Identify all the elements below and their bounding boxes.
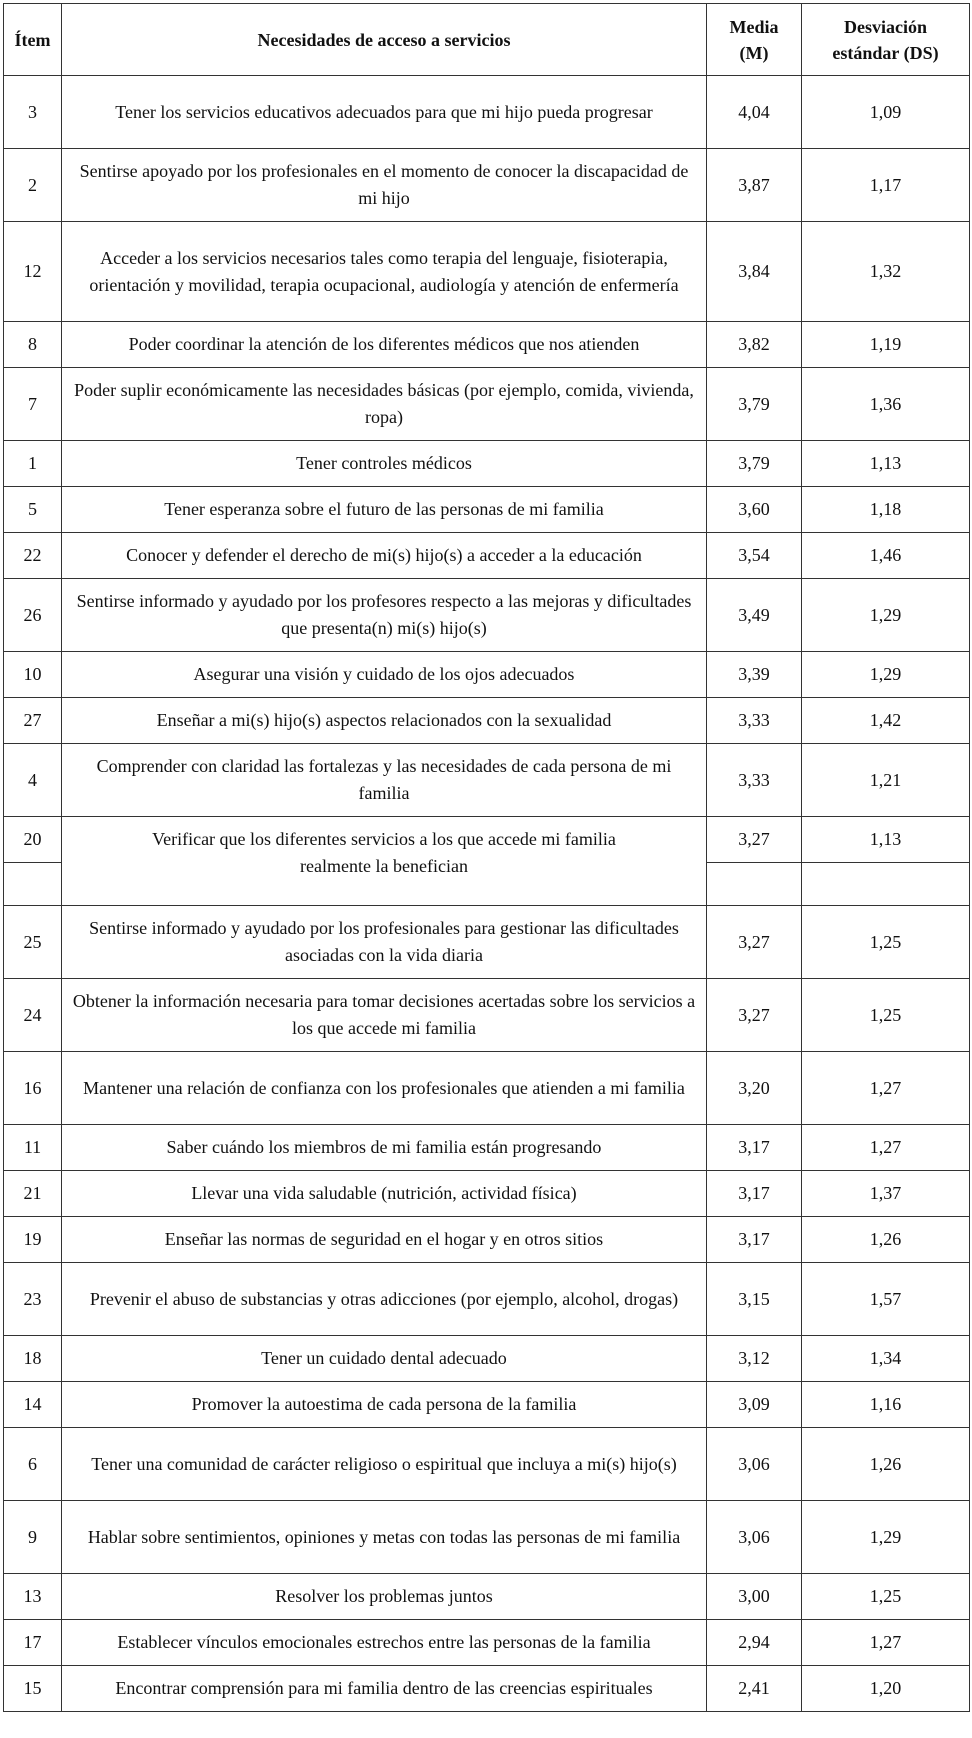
empty-cell: [4, 863, 62, 906]
need-description: Acceder a los servicios necesarios tales como terapia del lenguaje, fisioterapia, orientación y movilidad, terapia ocupacional, audiología y atención de enfermería: [62, 222, 707, 322]
item-number: 12: [4, 222, 62, 322]
mean-value: 3,33: [707, 698, 802, 744]
table-row: [4, 1171, 970, 1217]
item-number: 16: [4, 1052, 62, 1125]
table-row: [4, 1263, 970, 1336]
mean-value: 3,17: [707, 1217, 802, 1263]
sd-value: 1,37: [802, 1171, 970, 1217]
sd-value: 1,27: [802, 1052, 970, 1125]
need-description: Enseñar a mi(s) hijo(s) aspectos relacionados con la sexualidad: [62, 698, 707, 744]
mean-value: 3,06: [707, 1501, 802, 1574]
sd-value: 1,34: [802, 1336, 970, 1382]
need-description: Encontrar comprensión para mi familia dentro de las creencias espirituales: [62, 1666, 707, 1712]
sd-value: 1,13: [802, 817, 970, 863]
mean-value: 3,17: [707, 1125, 802, 1171]
mean-value: 3,82: [707, 322, 802, 368]
header-sd-line2: estándar (DS): [832, 42, 939, 63]
table-row: [4, 1217, 970, 1263]
sd-value: 1,09: [802, 76, 970, 149]
sd-value: 1,16: [802, 1382, 970, 1428]
mean-value: 4,04: [707, 76, 802, 149]
need-description: Comprender con claridad las fortalezas y las necesidades de cada persona de mi familia: [62, 744, 707, 817]
need-description: Tener un cuidado dental adecuado: [62, 1336, 707, 1382]
item-number: 11: [4, 1125, 62, 1171]
mean-value: 3,20: [707, 1052, 802, 1125]
need-description: Conocer y defender el derecho de mi(s) hijo(s) a acceder a la educación: [62, 533, 707, 579]
item-number: 24: [4, 979, 62, 1052]
table-row: [4, 487, 970, 533]
need-description: Resolver los problemas juntos: [62, 1574, 707, 1620]
header-mean-line2: (M): [739, 42, 769, 63]
mean-value: 3,09: [707, 1382, 802, 1428]
table-row: [4, 579, 970, 652]
mean-value: 3,39: [707, 652, 802, 698]
item-number: 27: [4, 698, 62, 744]
item-number: 26: [4, 579, 62, 652]
need-description: Tener los servicios educativos adecuados para que mi hijo pueda progresar: [62, 76, 707, 149]
table-row: [4, 979, 970, 1052]
empty-cell: [707, 863, 802, 906]
item-number: 2: [4, 149, 62, 222]
mean-value: 3,12: [707, 1336, 802, 1382]
item-number: 7: [4, 368, 62, 441]
item-number: 18: [4, 1336, 62, 1382]
need-description: Asegurar una visión y cuidado de los ojos adecuados: [62, 652, 707, 698]
sd-value: 1,13: [802, 441, 970, 487]
mean-value: 3,06: [707, 1428, 802, 1501]
table-row: [4, 744, 970, 817]
table-row: [4, 149, 970, 222]
need-description: Sentirse apoyado por los profesionales en el momento de conocer la discapacidad de mi hijo: [62, 149, 707, 222]
item-number: 9: [4, 1501, 62, 1574]
table-row: [4, 652, 970, 698]
table-row: [4, 1382, 970, 1428]
sd-value: 1,29: [802, 1501, 970, 1574]
header-sd: [802, 4, 970, 76]
table-row: [4, 1574, 970, 1620]
table-row: [4, 533, 970, 579]
sd-value: 1,20: [802, 1666, 970, 1712]
item-number: 19: [4, 1217, 62, 1263]
services-needs-table: [3, 3, 970, 1712]
sd-value: 1,26: [802, 1428, 970, 1501]
table-row: [4, 1052, 970, 1125]
need-description-continuation: [62, 855, 707, 906]
item-number: 14: [4, 1382, 62, 1428]
mean-value: 3,17: [707, 1171, 802, 1217]
sd-value: 1,36: [802, 368, 970, 441]
table-row: [4, 1501, 970, 1574]
sd-value: 1,25: [802, 1574, 970, 1620]
need-description: Tener esperanza sobre el futuro de las personas de mi familia: [62, 487, 707, 533]
need-description: Sentirse informado y ayudado por los profesionales para gestionar las dificultades asociadas con la vida diaria: [62, 906, 707, 979]
table-row: [4, 222, 970, 322]
sd-value: 1,26: [802, 1217, 970, 1263]
sd-value: 1,46: [802, 533, 970, 579]
table-row: [4, 368, 970, 441]
mean-value: 3,27: [707, 979, 802, 1052]
mean-value: 3,84: [707, 222, 802, 322]
item-number: 22: [4, 533, 62, 579]
item-number: 15: [4, 1666, 62, 1712]
need-description: Establecer vínculos emocionales estrechos entre las personas de la familia: [62, 1620, 707, 1666]
item-number: 17: [4, 1620, 62, 1666]
table-row: [4, 441, 970, 487]
sd-value: 1,19: [802, 322, 970, 368]
mean-value: 3,15: [707, 1263, 802, 1336]
sd-value: 1,18: [802, 487, 970, 533]
table-header-row: [4, 4, 970, 76]
mean-value: 3,87: [707, 149, 802, 222]
need-description: Poder coordinar la atención de los diferentes médicos que nos atienden: [62, 322, 707, 368]
table-row: [4, 1336, 970, 1382]
sd-value: 1,32: [802, 222, 970, 322]
mean-value: 3,79: [707, 441, 802, 487]
sd-value: 1,25: [802, 906, 970, 979]
sd-value: 1,27: [802, 1620, 970, 1666]
table-row: [4, 1666, 970, 1712]
table-row: [4, 76, 970, 149]
mean-value: 3,54: [707, 533, 802, 579]
mean-value: 3,00: [707, 1574, 802, 1620]
header-mean-line1: Media: [729, 16, 779, 37]
need-description: Sentirse informado y ayudado por los profesores respecto a las mejoras y dificultades que presenta(n) mi(s) hijo(s): [62, 579, 707, 652]
item-number: 5: [4, 487, 62, 533]
item-number: 13: [4, 1574, 62, 1620]
item-number: 4: [4, 744, 62, 817]
table-row-continuation: [4, 863, 970, 906]
mean-value: 3,27: [707, 906, 802, 979]
need-continuation-text: realmente la benefician: [300, 855, 468, 876]
need-description: Tener controles médicos: [62, 441, 707, 487]
item-number: 21: [4, 1171, 62, 1217]
need-description: Promover la autoestima de cada persona de la familia: [62, 1382, 707, 1428]
item-number: 10: [4, 652, 62, 698]
mean-value: 2,94: [707, 1620, 802, 1666]
empty-cell: [802, 863, 970, 906]
header-need: Necesidades de acceso a servicios: [62, 4, 707, 76]
mean-value: 3,33: [707, 744, 802, 817]
need-description: Hablar sobre sentimientos, opiniones y metas con todas las personas de mi familia: [62, 1501, 707, 1574]
item-number: 25: [4, 906, 62, 979]
item-number: 23: [4, 1263, 62, 1336]
need-description: Obtener la información necesaria para tomar decisiones acertadas sobre los servicios a los que accede mi familia: [62, 979, 707, 1052]
sd-value: 1,29: [802, 579, 970, 652]
item-number: 6: [4, 1428, 62, 1501]
header-item: Ítem: [4, 4, 62, 76]
table-row: [4, 906, 970, 979]
mean-value: 2,41: [707, 1666, 802, 1712]
sd-value: 1,27: [802, 1125, 970, 1171]
table-row: [4, 1620, 970, 1666]
item-number: 1: [4, 441, 62, 487]
need-description: Verificar que los diferentes servicios a los que accede mi familia: [62, 817, 707, 863]
need-description: Tener una comunidad de carácter religioso o espiritual que incluya a mi(s) hijo(s): [62, 1428, 707, 1501]
table-row: [4, 1125, 970, 1171]
sd-value: 1,42: [802, 698, 970, 744]
need-description: Poder suplir económicamente las necesidades básicas (por ejemplo, comida, vivienda, ropa): [62, 368, 707, 441]
need-description: Prevenir el abuso de substancias y otras adicciones (por ejemplo, alcohol, drogas): [62, 1263, 707, 1336]
table-row: [4, 322, 970, 368]
header-mean: [707, 4, 802, 76]
mean-value: 3,79: [707, 368, 802, 441]
table-row: [4, 1428, 970, 1501]
need-description: Mantener una relación de confianza con los profesionales que atienden a mi familia: [62, 1052, 707, 1125]
need-description: Saber cuándo los miembros de mi familia están progresando: [62, 1125, 707, 1171]
mean-value: 3,49: [707, 579, 802, 652]
sd-value: 1,57: [802, 1263, 970, 1336]
sd-value: 1,29: [802, 652, 970, 698]
item-number: 8: [4, 322, 62, 368]
mean-value: 3,27: [707, 817, 802, 863]
sd-value: 1,21: [802, 744, 970, 817]
mean-value: 3,60: [707, 487, 802, 533]
sd-value: 1,25: [802, 979, 970, 1052]
need-description: Enseñar las normas de seguridad en el hogar y en otros sitios: [62, 1217, 707, 1263]
item-number: 3: [4, 76, 62, 149]
sd-value: 1,17: [802, 149, 970, 222]
item-number: 20: [4, 817, 62, 863]
table-row: [4, 698, 970, 744]
need-description: Llevar una vida saludable (nutrición, actividad física): [62, 1171, 707, 1217]
header-sd-line1: Desviación: [844, 16, 927, 37]
